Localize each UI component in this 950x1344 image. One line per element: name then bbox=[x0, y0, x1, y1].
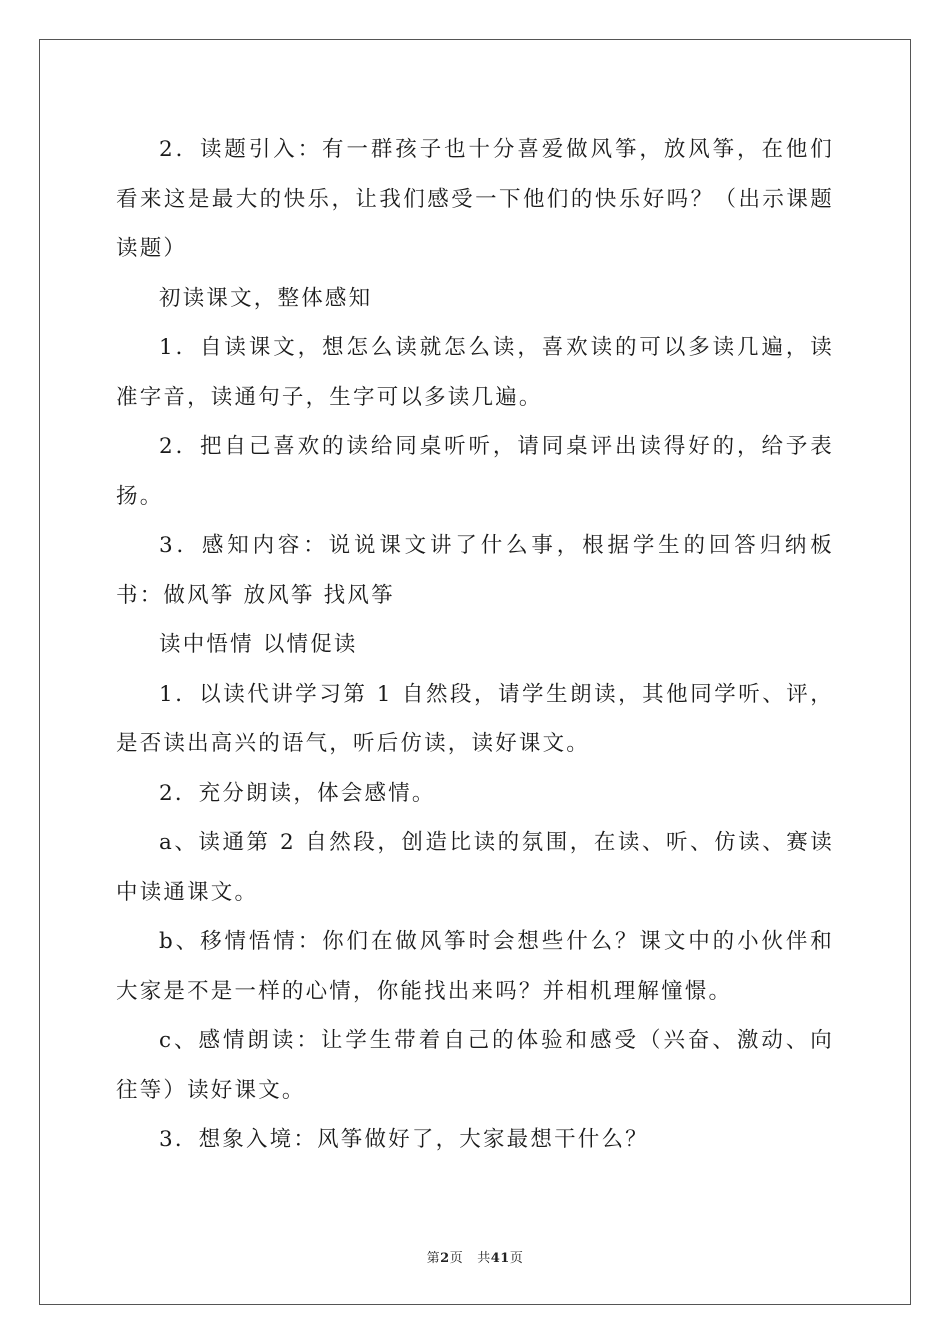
paragraph-perceive-content: 3．感知内容：说说课文讲了什么事，根据学生的回答归纳板书：做风筝 放风筝 找风筝 bbox=[116, 533, 834, 608]
section-heading-reading-emotion: 读中悟情 以情促读 bbox=[159, 632, 358, 657]
footer-total-prefix: 共 bbox=[477, 1251, 491, 1266]
paragraph-item-c: c、感情朗读：让学生带着自己的体验和感受（兴奋、激动、向往等）读好课文。 bbox=[116, 1028, 834, 1103]
footer-page-suffix: 页 bbox=[449, 1251, 464, 1266]
document-body bbox=[116, 125, 834, 1165]
paragraph-self-reading: 1．自读课文，想怎么读就怎么读，喜欢读的可以多读几遍，读准字音，读通句子，生字可以多读几遍。 bbox=[116, 335, 834, 410]
paragraph-full-reading: 2．充分朗读，体会感情。 bbox=[159, 780, 436, 806]
footer-page-prefix: 第 bbox=[426, 1251, 441, 1266]
paragraph-intro: 2．读题引入：有一群孩子也十分喜爱做风筝，放风筝，在他们看来这是最大的快乐，让我们感受一下他们的快乐好吗？（出示课题读题） bbox=[116, 137, 834, 261]
footer-total-number: 41 bbox=[490, 1251, 510, 1266]
paragraph-imagine: 3．想象入境：风筝做好了，大家最想干什么？ bbox=[159, 1127, 649, 1152]
paragraph-item-a: a、读通第 2 自然段，创造比读的氛围，在读、听、仿读、赛读中读通课文。 bbox=[116, 830, 834, 905]
footer-page-number: 2 bbox=[440, 1251, 450, 1266]
paragraph-item-b: b、移情悟情：你们在做风筝时会想些什么？课文中的小伙伴和大家是不是一样的心情，你能找出来吗？并相机理解憧憬。 bbox=[116, 929, 834, 1004]
footer-total-suffix: 页 bbox=[509, 1251, 524, 1266]
page-footer bbox=[0, 1247, 950, 1266]
paragraph-first-section: 1．以读代讲学习第 1 自然段，请学生朗读，其他同学听、评，是否读出高兴的语气，听后仿读，读好课文。 bbox=[116, 681, 834, 756]
paragraph-desk-mate: 2．把自己喜欢的读给同桌听听，请同桌评出读得好的，给予表扬。 bbox=[116, 434, 834, 509]
section-heading-first-reading: 初读课文，整体感知 bbox=[159, 285, 373, 311]
